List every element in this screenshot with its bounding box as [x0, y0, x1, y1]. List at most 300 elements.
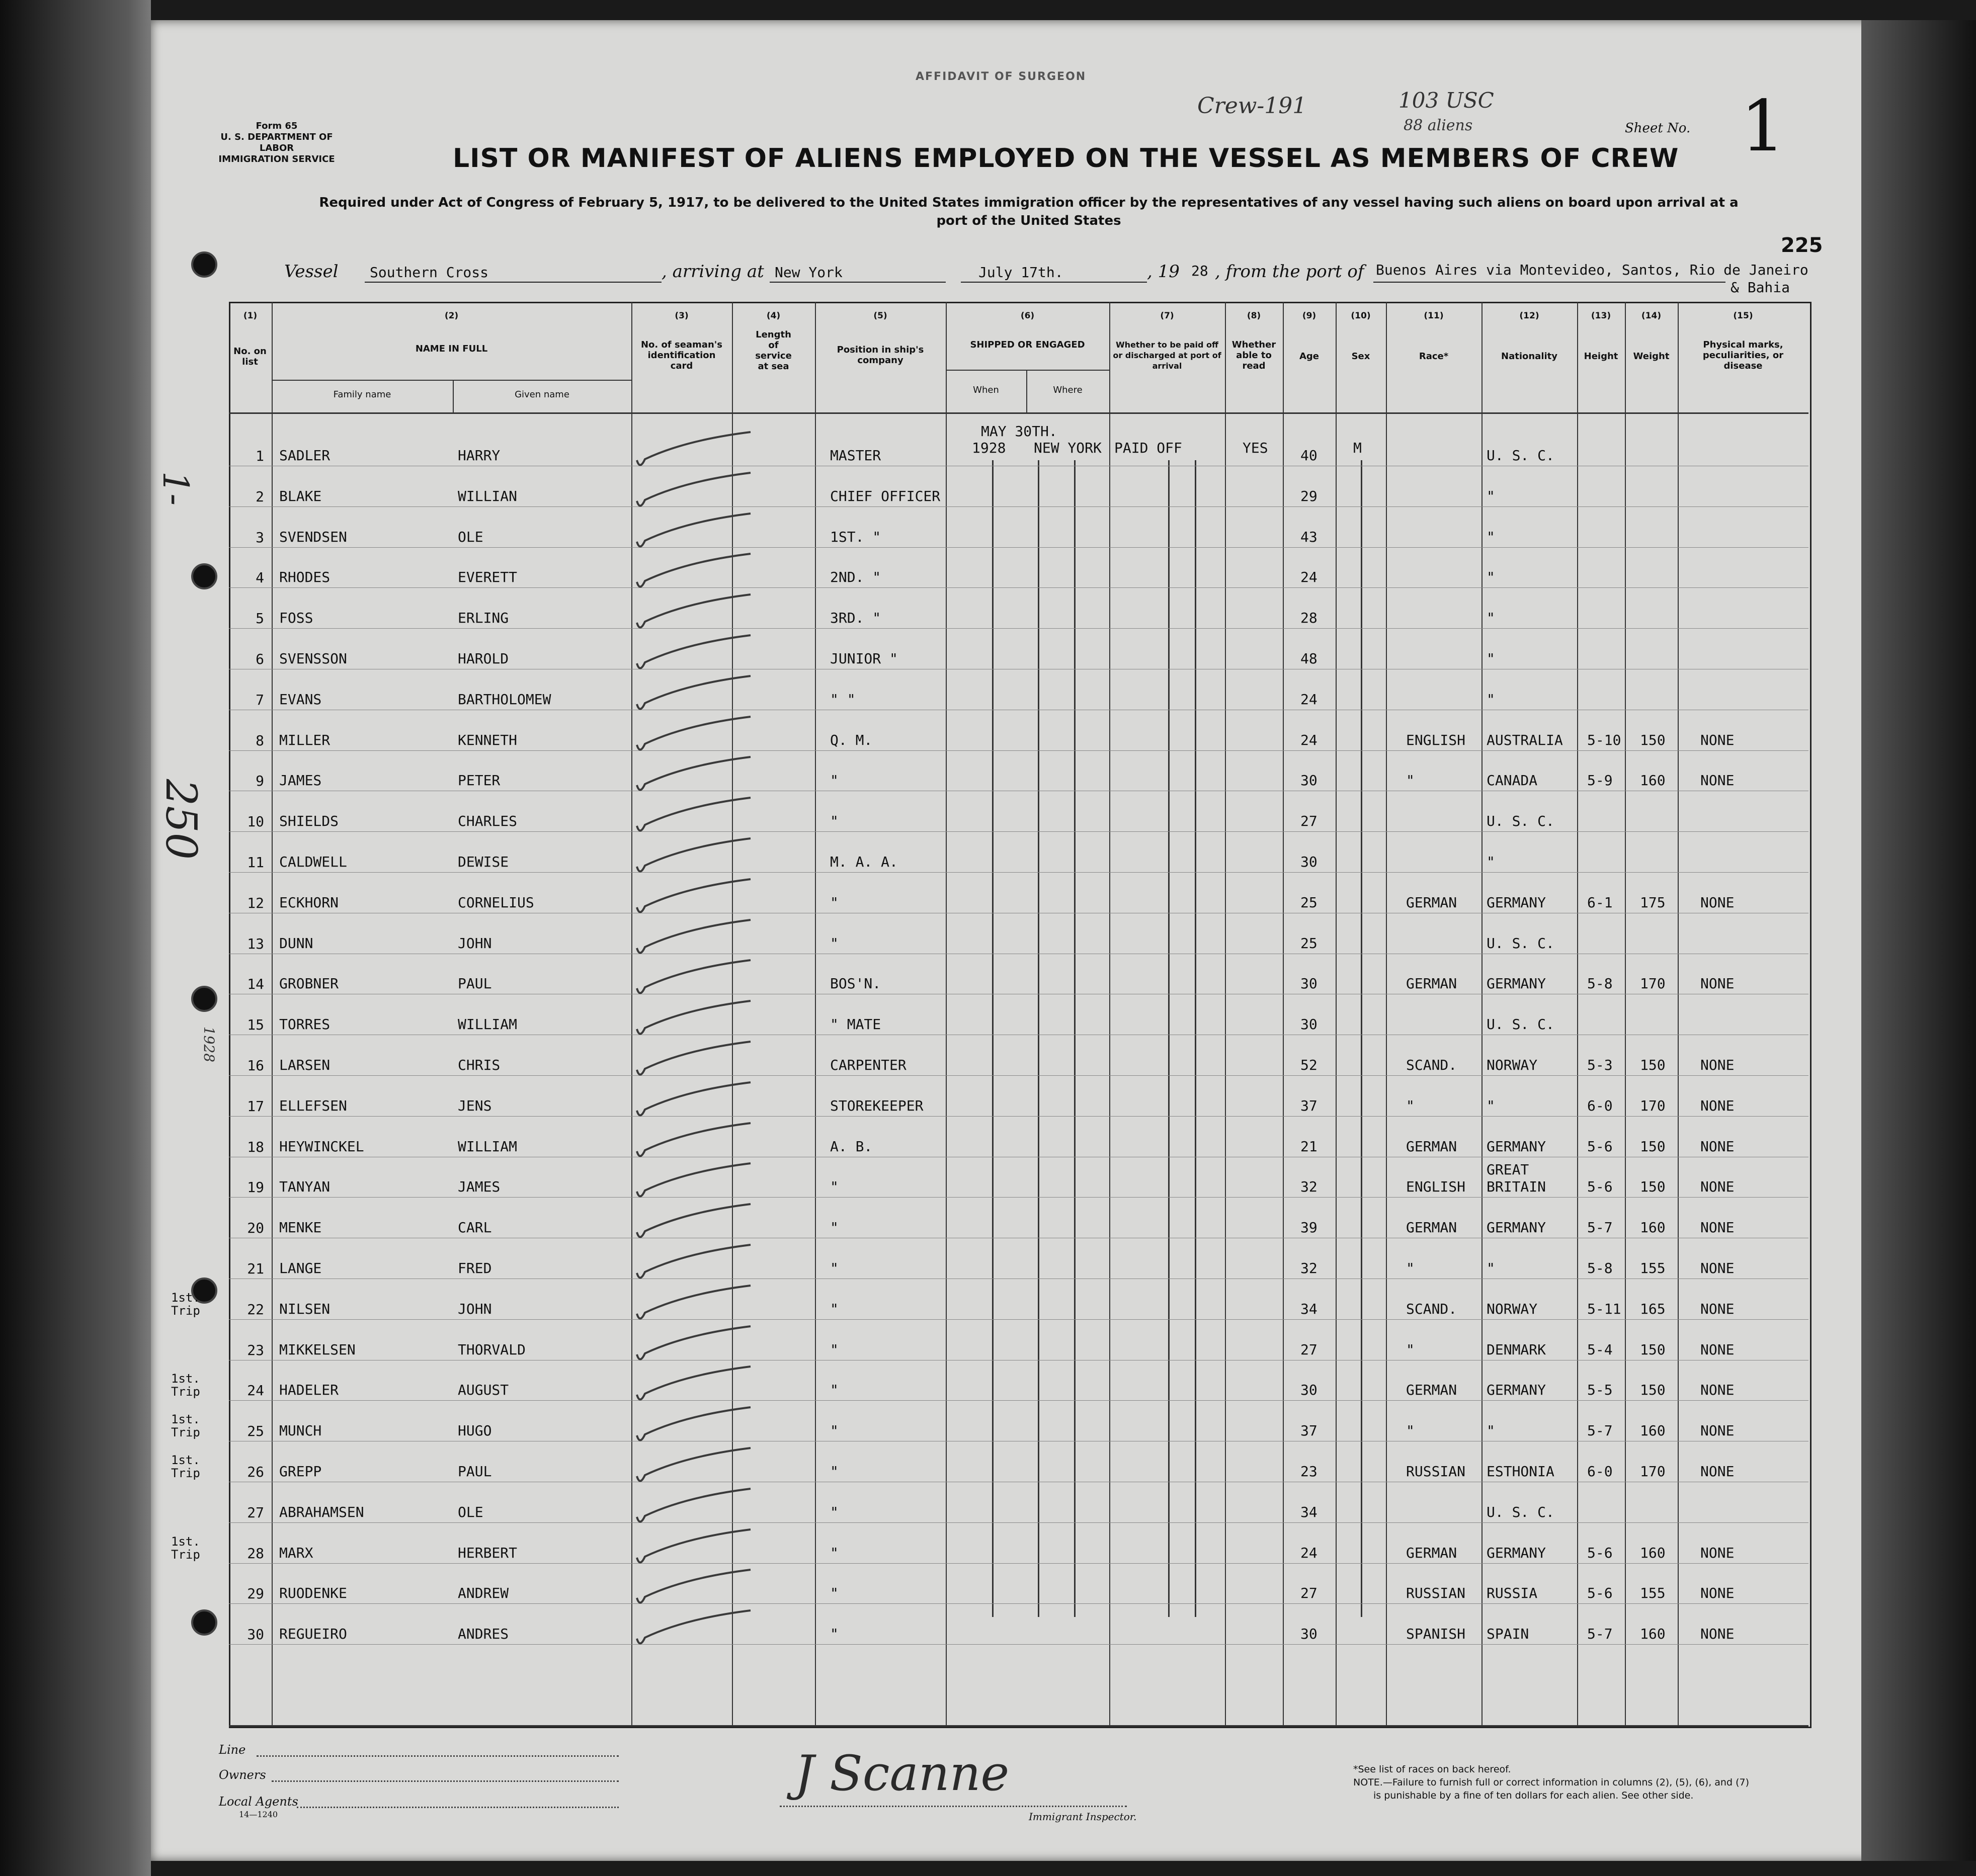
- race: GERMAN: [1406, 975, 1457, 992]
- given-name: OLE: [458, 1504, 483, 1520]
- punch-hole: [191, 1609, 217, 1636]
- col-divider: [946, 302, 947, 1725]
- col-header-id-card: No. of seaman's identification card: [640, 339, 722, 371]
- position: ": [830, 1504, 839, 1520]
- ditto-line: [1361, 460, 1362, 1617]
- family-name: FOSS: [279, 610, 313, 626]
- nationality: ": [1487, 650, 1495, 667]
- row-divider: [229, 587, 1808, 588]
- stamped-page-number: 225: [1781, 234, 1823, 257]
- weight: 175: [1640, 894, 1666, 911]
- nationality: U. S. C.: [1487, 935, 1554, 952]
- age: 24: [1300, 691, 1318, 708]
- family-name: MILLER: [279, 732, 331, 748]
- physical-marks: NONE: [1700, 1057, 1735, 1073]
- first-trip-note: 1st. Trip: [171, 1412, 200, 1439]
- height: 5-7: [1587, 1219, 1613, 1236]
- family-name: SHIELDS: [279, 813, 339, 829]
- row-number: 13: [247, 935, 264, 952]
- weight: 150: [1640, 1382, 1666, 1398]
- age: 39: [1300, 1219, 1318, 1236]
- col-header-nationality: Nationality: [1501, 351, 1557, 362]
- checkmark-icon: [635, 1202, 756, 1247]
- checkmark-icon: [635, 633, 756, 678]
- given-name: KENNETH: [458, 732, 518, 748]
- row-number: 18: [247, 1139, 264, 1155]
- table-bottom-line: [229, 1725, 1808, 1727]
- age: 30: [1300, 1016, 1318, 1033]
- col-header-race: Race*: [1419, 351, 1449, 362]
- physical-marks: NONE: [1700, 1585, 1735, 1601]
- age: 29: [1300, 488, 1318, 504]
- height: 5-3: [1587, 1057, 1613, 1073]
- col-header-name: NAME IN FULL: [415, 344, 488, 354]
- nationality: GERMANY: [1487, 1138, 1546, 1155]
- col-divider: [272, 302, 273, 1725]
- col-num: (12): [1519, 311, 1539, 321]
- checkmark-icon: [635, 1324, 756, 1370]
- checkmark-icon: [635, 1121, 756, 1166]
- row-divider: [229, 872, 1808, 873]
- age: 34: [1300, 1504, 1318, 1520]
- family-name: LANGE: [279, 1260, 322, 1276]
- nationality: ": [1487, 691, 1495, 708]
- checkmark-icon: [635, 1405, 756, 1451]
- arriving-port: New York: [775, 264, 843, 281]
- first-trip-note: 1st. Trip: [171, 1291, 200, 1318]
- ditto-line: [1168, 460, 1170, 1617]
- family-name: SVENSSON: [279, 650, 347, 667]
- row-divider: [229, 1644, 1808, 1645]
- row-number: 3: [256, 529, 264, 546]
- form-block: [214, 121, 340, 165]
- position: JUNIOR ": [830, 650, 898, 667]
- age: 24: [1300, 569, 1318, 585]
- row-number: 1: [256, 448, 264, 464]
- handwritten-usc-count: 103 USC: [1398, 88, 1494, 113]
- arrival-year: 28: [1191, 263, 1208, 279]
- height: 6-0: [1587, 1463, 1613, 1480]
- nationality: GERMANY: [1487, 1545, 1546, 1561]
- col-divider: [1225, 302, 1226, 1725]
- col-num: (6): [1020, 311, 1035, 321]
- col-header-where: Where: [1053, 385, 1083, 395]
- height: 5-6: [1587, 1545, 1613, 1561]
- col-divider: [1109, 302, 1110, 1725]
- col-divider: [1625, 302, 1626, 1725]
- row-divider: [229, 1075, 1808, 1076]
- physical-marks: NONE: [1700, 975, 1735, 992]
- row-number: 14: [247, 976, 264, 992]
- row-number: 16: [247, 1057, 264, 1074]
- nationality: NORWAY: [1487, 1301, 1538, 1317]
- col-header-read: Whether able to read: [1231, 339, 1276, 371]
- weight: 165: [1640, 1301, 1666, 1317]
- given-name: EVERETT: [458, 569, 518, 585]
- age: 27: [1300, 1585, 1318, 1601]
- punch-hole: [191, 563, 217, 589]
- from-underline: [1373, 282, 1725, 283]
- age: 21: [1300, 1138, 1318, 1155]
- height: 5-7: [1587, 1626, 1613, 1642]
- owners-field: [272, 1780, 619, 1782]
- col-num: (9): [1302, 311, 1316, 321]
- row-divider: [229, 1563, 1808, 1564]
- from-port: Buenos Aires via Montevideo, Santos, Rio de Janeiro: [1376, 262, 1808, 278]
- row-divider: [229, 547, 1808, 548]
- line-label: Line: [219, 1743, 246, 1757]
- age: 37: [1300, 1097, 1318, 1114]
- position: Q. M.: [830, 732, 873, 748]
- family-name: TORRES: [279, 1016, 331, 1033]
- row-number: 5: [256, 610, 264, 627]
- row-number: 24: [247, 1382, 264, 1399]
- col-header-when: When: [973, 385, 999, 395]
- col-divider: [1481, 302, 1483, 1725]
- row-number: 28: [247, 1545, 264, 1562]
- nationality: ": [1487, 1097, 1495, 1114]
- col-num: (7): [1160, 311, 1174, 321]
- position: CHIEF OFFICER: [830, 488, 941, 504]
- position: ": [830, 1382, 839, 1398]
- able-to-read: YES: [1243, 440, 1268, 456]
- checkmark-icon: [635, 796, 756, 841]
- family-name: DUNN: [279, 935, 313, 952]
- row-divider: [229, 1522, 1808, 1523]
- age: 32: [1300, 1178, 1318, 1195]
- shipped-where: NEW YORK: [1034, 440, 1102, 456]
- margin-note: 1928: [201, 1026, 218, 1063]
- vessel-name: Southern Cross: [370, 264, 489, 281]
- checkmark-icon: [635, 1568, 756, 1613]
- family-name: RHODES: [279, 569, 331, 585]
- agents-field: [297, 1807, 619, 1808]
- col-header-position: Position in ship's company: [837, 345, 924, 366]
- height: 5-4: [1587, 1341, 1613, 1358]
- nationality: ": [1487, 488, 1495, 504]
- row-number: 29: [247, 1585, 264, 1602]
- given-name: BARTHOLOMEW: [458, 691, 551, 708]
- age: 30: [1300, 1626, 1318, 1642]
- physical-marks: NONE: [1700, 1626, 1735, 1642]
- given-name: THORVALD: [458, 1341, 526, 1358]
- age: 30: [1300, 854, 1318, 870]
- affidavit-label: AFFIDAVIT OF SURGEON: [916, 70, 1087, 83]
- punch-hole: [191, 986, 217, 1012]
- name-subheader-line: [272, 380, 631, 381]
- physical-marks: NONE: [1700, 732, 1735, 748]
- age: 25: [1300, 894, 1318, 911]
- row-number: 10: [247, 813, 264, 830]
- race: ": [1406, 1260, 1415, 1276]
- position: ": [830, 1341, 839, 1358]
- row-number: 26: [247, 1464, 264, 1480]
- position: ": [830, 1422, 839, 1439]
- physical-marks: NONE: [1700, 1422, 1735, 1439]
- weight: 170: [1640, 1463, 1666, 1480]
- row-number: 20: [247, 1220, 264, 1236]
- height: 5-7: [1587, 1422, 1613, 1439]
- position: ": [830, 894, 839, 911]
- owners-label: Owners: [219, 1768, 266, 1782]
- row-divider: [229, 1116, 1808, 1117]
- physical-marks: NONE: [1700, 894, 1735, 911]
- race: SCAND.: [1406, 1301, 1457, 1317]
- position: ": [830, 1219, 839, 1236]
- col-header-shipped: SHIPPED OR ENGAGED: [970, 339, 1085, 350]
- fine-note: NOTE.—Failure to furnish full or correct information in columns (2), (5), (6), and (7): [1353, 1777, 1749, 1788]
- height: 5-6: [1587, 1138, 1613, 1155]
- checkmark-icon: [635, 1080, 756, 1126]
- nationality: GERMANY: [1487, 894, 1546, 911]
- col-divider: [1386, 302, 1387, 1725]
- height: 5-6: [1587, 1585, 1613, 1601]
- checkmark-icon: [635, 430, 756, 475]
- row-number: 17: [247, 1098, 264, 1115]
- family-name: TANYAN: [279, 1178, 331, 1195]
- col-header-no: No. on list: [233, 346, 267, 367]
- col-num: (5): [873, 311, 887, 321]
- margin-note: 250: [156, 779, 206, 860]
- race: SCAND.: [1406, 1057, 1457, 1073]
- line-field: [257, 1755, 619, 1757]
- race: GERMAN: [1406, 1219, 1457, 1236]
- checkmark-icon: [635, 471, 756, 516]
- col-num: (14): [1641, 311, 1662, 321]
- physical-marks: NONE: [1700, 772, 1735, 789]
- physical-marks: NONE: [1700, 1260, 1735, 1276]
- col-divider: [1678, 302, 1679, 1725]
- race: GERMAN: [1406, 1138, 1457, 1155]
- race: ": [1406, 1097, 1415, 1114]
- checkmark-icon: [635, 836, 756, 882]
- checkmark-icon: [635, 918, 756, 963]
- race: ENGLISH: [1406, 732, 1466, 748]
- given-name: JENS: [458, 1097, 492, 1114]
- family-name: JAMES: [279, 772, 322, 789]
- checkmark-icon: [635, 1243, 756, 1288]
- position: ": [830, 1585, 839, 1601]
- row-number: 4: [256, 569, 264, 586]
- row-divider: [229, 1603, 1808, 1604]
- nationality: BRITAIN: [1487, 1178, 1546, 1195]
- checkmark-icon: [635, 592, 756, 638]
- checkmark-icon: [635, 715, 756, 760]
- weight: 150: [1640, 732, 1666, 748]
- physical-marks: NONE: [1700, 1545, 1735, 1561]
- from-port-2: & Bahia: [1731, 279, 1790, 296]
- row-number: 6: [256, 651, 264, 667]
- handwritten-crew-count: Crew-191: [1197, 93, 1307, 119]
- position: ": [830, 935, 839, 952]
- shipped-when-year: 1928: [972, 440, 1006, 456]
- form-line: U. S. DEPARTMENT OF LABOR: [220, 132, 333, 153]
- col-num: (3): [675, 311, 689, 321]
- height: 6-0: [1587, 1097, 1613, 1114]
- age: 52: [1300, 1057, 1318, 1073]
- col-divider: [631, 302, 632, 1725]
- age: 23: [1300, 1463, 1318, 1480]
- nationality: U. S. C.: [1487, 1504, 1554, 1520]
- col-header-marks: Physical marks, peculiarities, or disease: [1702, 339, 1784, 371]
- row-number: 2: [256, 488, 264, 505]
- physical-marks: NONE: [1700, 1097, 1735, 1114]
- nationality: DENMARK: [1487, 1341, 1546, 1358]
- checkmark-icon: [635, 1365, 756, 1410]
- form-line: IMMIGRATION SERVICE: [218, 154, 335, 164]
- nationality: ": [1487, 1260, 1495, 1276]
- col-header-given: Given name: [515, 389, 569, 400]
- family-name: ECKHORN: [279, 894, 339, 911]
- row-number: 8: [256, 732, 264, 749]
- family-name: MUNCH: [279, 1422, 322, 1439]
- vessel-underline: [365, 282, 662, 283]
- col-num: (15): [1733, 311, 1753, 321]
- given-name: JAMES: [458, 1178, 501, 1195]
- physical-marks: NONE: [1700, 1463, 1735, 1480]
- position: ": [830, 813, 839, 829]
- age: 32: [1300, 1260, 1318, 1276]
- row-divider: [229, 1278, 1808, 1279]
- date-underline: [961, 282, 1147, 283]
- row-number: 19: [247, 1179, 264, 1196]
- position: ": [830, 1463, 839, 1480]
- family-name: LARSEN: [279, 1057, 331, 1073]
- position: 1ST. ": [830, 529, 881, 545]
- vessel-label: Vessel: [284, 262, 339, 282]
- given-name: HAROLD: [458, 650, 509, 667]
- given-name: CORNELIUS: [458, 894, 534, 911]
- weight: 160: [1640, 1422, 1666, 1439]
- given-name: ERLING: [458, 610, 509, 626]
- weight: 150: [1640, 1138, 1666, 1155]
- col-num: (1): [243, 311, 258, 321]
- nationality: RUSSIA: [1487, 1585, 1538, 1601]
- nationality: GERMANY: [1487, 1382, 1546, 1398]
- checkmark-icon: [635, 1446, 756, 1491]
- col-num: (11): [1424, 311, 1444, 321]
- height: 5-11: [1587, 1301, 1621, 1317]
- nationality: CANADA: [1487, 772, 1538, 789]
- age: 30: [1300, 1382, 1318, 1398]
- binding-edge: [0, 0, 151, 1876]
- nationality: ": [1487, 1422, 1495, 1439]
- nationality: NORWAY: [1487, 1057, 1538, 1073]
- subtitle-line: port of the United States: [936, 213, 1121, 228]
- ditto-line: [992, 460, 994, 1617]
- row-divider: [229, 506, 1808, 507]
- row-number: 12: [247, 895, 264, 911]
- physical-marks: NONE: [1700, 1382, 1735, 1398]
- col-divider: [815, 302, 816, 1725]
- family-name: HEYWINCKEL: [279, 1138, 364, 1155]
- subtitle-line: Required under Act of Congress of February 5, 1917, to be delivered to the United States immigration officer by the representatives of any vessel having such aliens on board upon arrival at a: [319, 195, 1739, 210]
- position: A. B.: [830, 1138, 873, 1155]
- given-name: DEWISE: [458, 854, 509, 870]
- given-name: PETER: [458, 772, 501, 789]
- weight: 160: [1640, 1219, 1666, 1236]
- subtitle: [216, 194, 1841, 230]
- nationality: ": [1487, 610, 1495, 626]
- weight: 150: [1640, 1178, 1666, 1195]
- height: 5-8: [1587, 1260, 1613, 1276]
- race-note: *See list of races on back hereof.: [1353, 1764, 1511, 1775]
- race: ": [1406, 1341, 1415, 1358]
- position: ": [830, 772, 839, 789]
- col-header-weight: Weight: [1633, 351, 1670, 362]
- race: GERMAN: [1406, 1382, 1457, 1398]
- age: 34: [1300, 1301, 1318, 1317]
- row-number: 21: [247, 1260, 264, 1277]
- form-code: 14—1240: [239, 1810, 278, 1819]
- first-trip-note: 1st. Trip: [171, 1534, 200, 1562]
- age: 30: [1300, 772, 1318, 789]
- weight: 155: [1640, 1585, 1666, 1601]
- right-edge-shadow: [1861, 20, 1976, 1861]
- col-num: (2): [444, 311, 459, 321]
- row-divider: [229, 1197, 1808, 1198]
- weight: 150: [1640, 1341, 1666, 1358]
- agents-label: Local Agents: [219, 1795, 298, 1809]
- page-title: LIST OR MANIFEST OF ALIENS EMPLOYED ON THE VESSEL AS MEMBERS OF CREW: [453, 143, 1679, 174]
- from-label: , from the port of: [1215, 262, 1364, 282]
- family-name: GROBNER: [279, 975, 339, 992]
- col-header-age: Age: [1299, 351, 1320, 362]
- nationality: SPAIN: [1487, 1626, 1529, 1642]
- given-name: WILLIAM: [458, 1138, 518, 1155]
- nationality: U. S. C.: [1487, 447, 1554, 464]
- shipped-when-month: MAY 30TH.: [981, 423, 1057, 440]
- checkmark-icon: [635, 877, 756, 922]
- row-number: 30: [247, 1626, 264, 1643]
- fine-note-cont: is punishable by a fine of ten dollars for each alien. See other side.: [1373, 1790, 1694, 1801]
- given-name: PAUL: [458, 1463, 492, 1480]
- col-num: (4): [766, 311, 781, 321]
- physical-marks: NONE: [1700, 1138, 1735, 1155]
- family-name: GREPP: [279, 1463, 322, 1480]
- footer-notes: [1353, 1763, 1796, 1802]
- age: 48: [1300, 650, 1318, 667]
- ditto-line: [1038, 460, 1039, 1617]
- row-number: 15: [247, 1016, 264, 1033]
- weight: 150: [1640, 1057, 1666, 1073]
- checkmark-icon: [635, 1487, 756, 1532]
- given-name: FRED: [458, 1260, 492, 1276]
- given-name: HERBERT: [458, 1545, 518, 1561]
- arriving-label: , arriving at: [662, 262, 764, 282]
- arrival-date: July 17th.: [978, 264, 1063, 281]
- race: GERMAN: [1406, 1545, 1457, 1561]
- family-name: ABRAHAMSEN: [279, 1504, 364, 1520]
- age: 30: [1300, 975, 1318, 992]
- given-name: CARL: [458, 1219, 492, 1236]
- age: 24: [1300, 732, 1318, 748]
- col-divider: [1283, 302, 1284, 1725]
- position: BOS'N.: [830, 975, 881, 992]
- checkmark-icon: [635, 1527, 756, 1573]
- checkmark-icon: [635, 552, 756, 597]
- position: " MATE: [830, 1016, 881, 1033]
- nationality: ": [1487, 854, 1495, 870]
- age: 24: [1300, 1545, 1318, 1561]
- family-name: RUODENKE: [279, 1585, 347, 1601]
- col-num: (13): [1591, 311, 1611, 321]
- row-number: 27: [247, 1504, 264, 1521]
- family-name: EVANS: [279, 691, 322, 708]
- nationality: ": [1487, 569, 1495, 585]
- col-divider: [1577, 302, 1578, 1725]
- physical-marks: NONE: [1700, 1219, 1735, 1236]
